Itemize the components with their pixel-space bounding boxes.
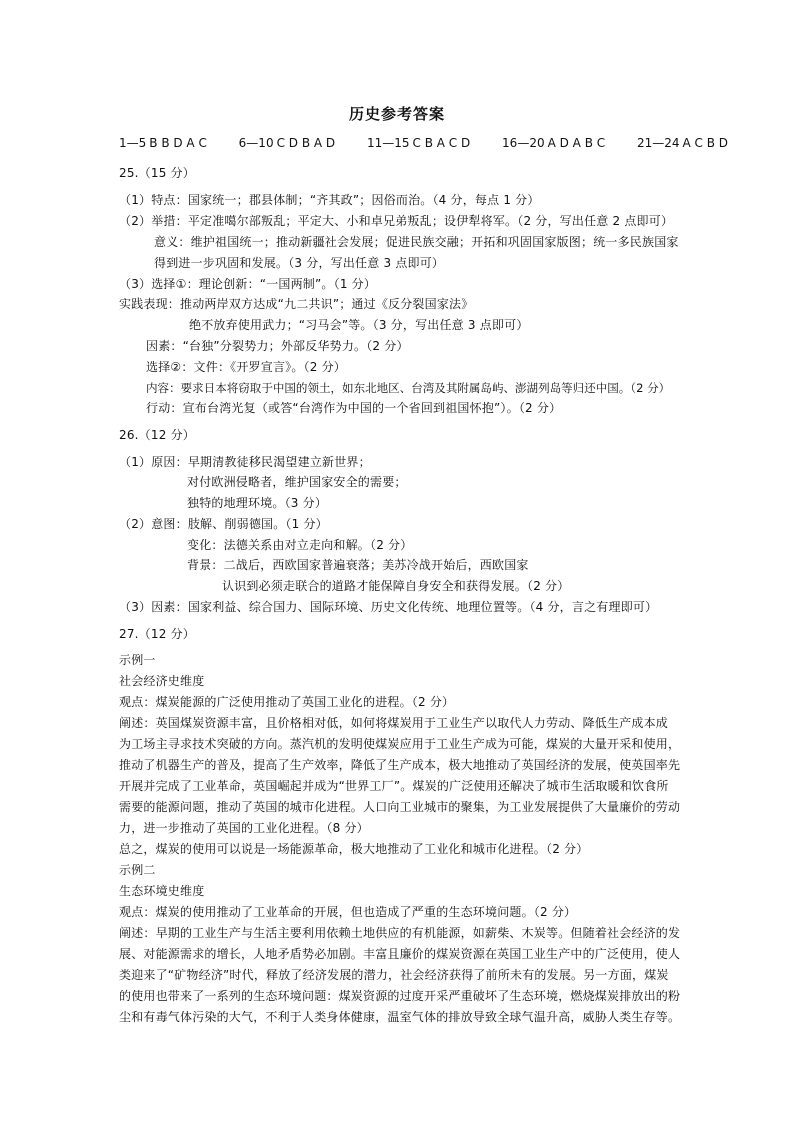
- page-title: 历史参考答案: [348, 105, 445, 123]
- q26-line: （1）原因：早期清教徒移民渴望建立新世界；: [119, 455, 371, 469]
- q26-line: 认识到必须走联合的道路才能保障自身安全和获得发展。（2 分）: [222, 579, 570, 593]
- q25-line: 意义：维护祖国统一；推动新疆社会发展；促进民族交融；开拓和巩固国家版图；统一多民族国家: [154, 235, 679, 249]
- q27-paragraph-line: 展、对能源需求的增长，人地矛盾势必加剧。丰富且廉价的煤炭资源在英国工业生产中的广泛使用，使人: [119, 947, 681, 961]
- q26-line: （2）意图：肢解、削弱德国。（1 分）: [119, 517, 328, 531]
- q27-paragraph-line: 推动了机器生产的普及，提高了生产效率，降低了生产成本，极大地推动了英国经济的发展，使英国率先: [119, 758, 681, 772]
- q27-paragraph-line: 尘和有毒气体污染的大气，不利于人类身体健康，温室气体的排放导致全球气温升高，威胁人类生存等。: [119, 1010, 681, 1024]
- q27-paragraph-line: 阐述：英国煤炭资源丰富，且价格相对低，如何将煤炭用于工业生产以取代人力劳动、降低生产成本成: [119, 716, 669, 730]
- q26-line: 变化：法德关系由对立走向和解。（2 分）: [187, 538, 413, 552]
- q25-line: （3）选择①：理论创新：“一国两制”。（1 分）: [119, 277, 377, 291]
- q26-line: 背景：二战后，西欧国家普遍衰落；美苏冷战开始后，西欧国家: [187, 558, 529, 572]
- q27-paragraph-line: 需要的能源问题，推动了英国的城市化进程。人口向工业城市的聚集，为工业发展提供了大量廉价的劳动: [119, 800, 681, 814]
- q27-paragraph-line: 开展并完成了工业革命，英国崛起并成为“世界工厂”。煤炭的广泛使用还解决了城市生活取暖和饮食所: [119, 779, 669, 793]
- q27-viewpoint: 观点：煤炭能源的广泛使用推动了英国工业化的进程。（2 分）: [119, 695, 455, 709]
- q27-viewpoint: 观点：煤炭的使用推动了工业革命的开展，但也造成了严重的生态环境问题。（2 分）: [119, 905, 577, 919]
- q27-paragraph-line: 为工场主寻求技术突破的方向。蒸汽机的发明使煤炭应用于工业生产成为可能，煤炭的大量开采和使用，: [119, 737, 681, 751]
- q27-paragraph-line: 的使用也带来了一系列的生态环境问题：煤炭资源的过度开采严重破坏了生态环境，燃烧煤炭排放出的粉: [119, 989, 681, 1003]
- mc-range: 6—10: [238, 136, 274, 150]
- q25-line: 内容：要求日本将窃取于中国的领土，如东北地区、台湾及其附属岛屿、澎湖列岛等归还中国。（2 分）: [146, 381, 671, 395]
- mc-group-5: [637, 136, 742, 150]
- mc-group-1: [119, 136, 221, 150]
- q25-line: （2）举措：平定准噶尔部叛乱；平定大、小和卓兄弟叛乱；设伊犁将军。（2 分，写出任意 2 点即可）: [119, 214, 674, 228]
- q27-summary: 总之，煤炭的使用可以说是一场能源革命，极大地推动了工业化和城市化进程。（2 分）: [119, 842, 589, 856]
- mc-answers: A D A B C: [547, 136, 606, 150]
- q27-example-label: 示例一: [119, 653, 156, 667]
- mc-answers: C D B A D: [276, 136, 336, 150]
- mc-group-4: [502, 136, 619, 150]
- mc-range: 1—5: [119, 136, 147, 150]
- multiple-choice-answers: [119, 136, 756, 150]
- q25-line: 行动：宣布台湾光复（或答“台湾作为中国的一个省回到祖国怀抱”）。（2 分）: [146, 401, 562, 415]
- q27-paragraph-line: 阐述：早期的工业生产与生活主要利用依赖土地供应的有机能源，如薪柴、木炭等。但随着社会经济的发: [119, 926, 681, 940]
- mc-answers: A C B D: [682, 136, 729, 150]
- q26-line: 对付欧洲侵略者，维护国家安全的需要；: [187, 475, 407, 489]
- q25-line: （1）特点：国家统一；郡县体制；“齐其政”；因俗而治。（4 分，每点 1 分）: [119, 193, 540, 207]
- q27-dimension: 社会经济史维度: [119, 674, 205, 688]
- q25-line: 得到进一步巩固和发展。（3 分，写出任意 3 点即可）: [154, 256, 445, 270]
- q25-line: 因素：“台独”分裂势力；外部反华势力。（2 分）: [146, 339, 409, 353]
- q25-line: 实践表现：推动两岸双方达成“九二共识”；通过《反分裂国家法》: [119, 297, 474, 311]
- mc-range: 11—15: [366, 136, 410, 150]
- q27-example-label: 示例二: [119, 863, 156, 877]
- q25-line: 选择②：文件：《开罗宣言》。（2 分）: [146, 360, 347, 374]
- q26-header: 26.（12 分）: [119, 428, 195, 442]
- mc-range: 16—20: [502, 136, 545, 150]
- q25-header: 25.（15 分）: [119, 166, 195, 180]
- mc-answers: B B D A C: [149, 136, 207, 150]
- mc-group-2: [239, 136, 349, 150]
- mc-answers: C B A C D: [412, 136, 471, 150]
- q27-paragraph-line: 类迎来了“矿物经济”时代，释放了经济发展的潜力，社会经济获得了前所未有的发展。另一方面，煤炭: [119, 968, 669, 982]
- q27-header: 27.（12 分）: [119, 627, 195, 641]
- q26-line: （3）因素：国家利益、综合国力、国际环境、历史文化传统、地理位置等。（4 分，言之有理即可）: [119, 600, 658, 614]
- mc-range: 21—24: [636, 136, 680, 150]
- q26-line: 独特的地理环境。（3 分）: [187, 496, 328, 510]
- mc-group-3: [367, 136, 484, 150]
- q27-paragraph-line: 力，进一步推动了英国的工业化进程。（8 分）: [119, 821, 369, 835]
- q25-line: 绝不放弃使用武力；“习马会”等。（3 分，写出任意 3 点即可）: [189, 318, 529, 332]
- q27-dimension: 生态环境史维度: [119, 884, 205, 898]
